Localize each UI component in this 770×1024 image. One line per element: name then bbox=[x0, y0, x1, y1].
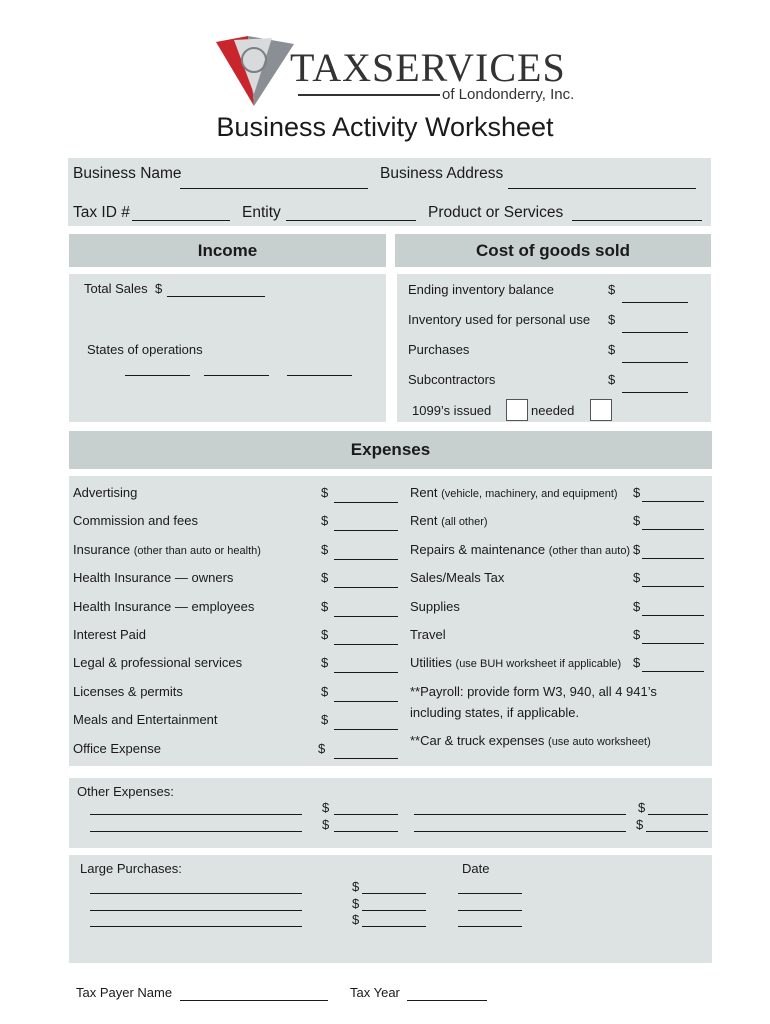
large-purchase-amount-field[interactable] bbox=[362, 893, 426, 894]
tax-year-label: Tax Year bbox=[350, 985, 400, 1000]
cogs-row-field[interactable] bbox=[622, 392, 688, 393]
expense-left-label bbox=[73, 570, 233, 585]
expense-left-field[interactable] bbox=[334, 616, 398, 617]
expense-right-dollar: $ bbox=[633, 513, 641, 529]
expense-left-text: Health Insurance — owners bbox=[73, 570, 234, 586]
other-dollar-3: $ bbox=[638, 800, 646, 815]
expense-left-dollar: $ bbox=[321, 712, 329, 728]
brand-subtitle: of Londonderry, Inc. bbox=[442, 86, 575, 103]
expense-left-dollar: $ bbox=[318, 740, 326, 756]
cogs-row-label: Subcontractors bbox=[408, 372, 496, 387]
expense-left-label bbox=[73, 599, 254, 614]
expense-right-label bbox=[410, 655, 621, 670]
expense-left-text: Legal & professional services bbox=[73, 655, 243, 671]
expense-left-dollar: $ bbox=[321, 513, 329, 529]
cogs-row-label: Inventory used for personal use bbox=[408, 312, 591, 327]
expense-right-field[interactable] bbox=[642, 671, 704, 672]
1099-needed-checkbox[interactable] bbox=[590, 399, 612, 421]
expense-right-label bbox=[410, 627, 446, 642]
expense-right-text: Travel bbox=[410, 627, 446, 642]
expense-left-dollar: $ bbox=[321, 655, 329, 671]
expense-left-dollar: $ bbox=[321, 541, 329, 557]
expense-right-text: Utilities bbox=[410, 655, 452, 671]
expense-left-field[interactable] bbox=[334, 530, 398, 531]
other-expenses-label: Other Expenses: bbox=[77, 784, 174, 799]
expense-right-dollar: $ bbox=[633, 485, 641, 500]
expense-right-dollar: $ bbox=[633, 541, 641, 557]
expense-right-field[interactable] bbox=[642, 586, 704, 587]
other-desc-field-1[interactable] bbox=[90, 814, 302, 815]
expense-left-field[interactable] bbox=[334, 502, 398, 503]
brand-name: TAXSERVICES bbox=[290, 45, 566, 90]
other-dollar-4: $ bbox=[636, 817, 644, 832]
expense-left-text: Commission and fees bbox=[73, 513, 198, 529]
large-purchase-desc-field[interactable] bbox=[90, 910, 302, 911]
expense-left-dollar: $ bbox=[321, 598, 329, 614]
company-logo bbox=[212, 30, 592, 110]
entity-field[interactable] bbox=[286, 220, 416, 221]
expense-right-label bbox=[410, 513, 488, 528]
cogs-row-dollar: $ bbox=[608, 342, 616, 357]
payroll-note-line2: including states, if applicable. bbox=[410, 705, 580, 720]
car-truck-text: **Car & truck expenses bbox=[410, 733, 545, 748]
large-purchase-date-field[interactable] bbox=[458, 910, 522, 911]
expense-left-field[interactable] bbox=[334, 729, 398, 730]
tax-id-label: Tax ID # bbox=[73, 204, 130, 221]
expense-right-field[interactable] bbox=[642, 615, 704, 616]
tax-id-field[interactable] bbox=[132, 220, 230, 221]
payroll-note-line1: **Payroll: provide form W3, 940, all 4 941’s bbox=[410, 684, 657, 699]
expense-left-label bbox=[73, 627, 146, 642]
expense-left-field[interactable] bbox=[334, 701, 398, 702]
expense-left-field[interactable] bbox=[334, 758, 398, 759]
expense-left-text: Insurance bbox=[73, 541, 131, 557]
date-label: Date bbox=[462, 861, 490, 876]
product-field[interactable] bbox=[572, 220, 702, 221]
expense-left-label bbox=[73, 655, 242, 670]
brand-underline bbox=[298, 94, 440, 96]
expense-left-text: Interest Paid bbox=[73, 627, 146, 642]
other-dollar-2: $ bbox=[322, 817, 330, 832]
expense-left-label bbox=[73, 542, 261, 557]
cogs-row-label: Purchases bbox=[408, 342, 470, 357]
product-label: Product or Services bbox=[428, 204, 564, 221]
expense-left-field[interactable] bbox=[334, 559, 398, 560]
expense-left-label bbox=[73, 485, 137, 500]
expense-right-text: Supplies bbox=[410, 598, 460, 614]
expense-right-label bbox=[410, 485, 618, 500]
large-purchase-dollar: $ bbox=[352, 879, 360, 894]
tax-year-field[interactable] bbox=[407, 1000, 487, 1001]
expense-left-label bbox=[73, 684, 183, 699]
expense-left-label bbox=[73, 741, 161, 756]
expense-right-label bbox=[410, 542, 630, 557]
expense-right-label bbox=[410, 570, 504, 585]
shield-logo-icon bbox=[214, 34, 296, 108]
expense-right-text: Rent bbox=[410, 485, 438, 500]
states-label: States of operations bbox=[87, 342, 203, 357]
expense-right-label bbox=[410, 599, 460, 614]
car-truck-note: (use auto worksheet) bbox=[548, 736, 651, 748]
expense-left-text: Health Insurance — employees bbox=[73, 598, 255, 614]
expense-left-field[interactable] bbox=[334, 644, 398, 645]
cogs-row-field[interactable] bbox=[622, 332, 688, 333]
large-purchase-date-field[interactable] bbox=[458, 893, 522, 894]
expense-left-dollar: $ bbox=[321, 485, 329, 500]
expense-right-field[interactable] bbox=[642, 558, 704, 559]
business-name-label: Business Name bbox=[73, 165, 182, 182]
other-desc-field-2[interactable] bbox=[90, 831, 302, 832]
page-title: Business Activity Worksheet bbox=[216, 112, 554, 142]
expense-left-note: (other than auto or health) bbox=[133, 544, 261, 557]
business-name-field[interactable] bbox=[180, 188, 368, 189]
expense-left-text: Office Expense bbox=[73, 740, 161, 756]
income-heading: Income bbox=[69, 234, 386, 267]
entity-label: Entity bbox=[242, 204, 281, 221]
expense-right-text: Repairs & maintenance bbox=[410, 541, 546, 557]
expense-right-text: Rent bbox=[410, 513, 438, 529]
large-purchase-amount-field[interactable] bbox=[362, 926, 426, 927]
cogs-row-dollar: $ bbox=[608, 372, 616, 387]
expense-right-text: Sales/Meals Tax bbox=[410, 570, 505, 586]
large-purchase-amount-field[interactable] bbox=[362, 910, 426, 911]
expense-right-dollar: $ bbox=[633, 570, 641, 586]
1099-issued-label: 1099’s issued bbox=[412, 403, 492, 418]
other-amount-field-2[interactable] bbox=[334, 831, 398, 832]
other-desc-field-4[interactable] bbox=[414, 831, 626, 832]
state-field-1[interactable] bbox=[125, 375, 190, 376]
car-truck-label bbox=[410, 733, 651, 748]
expense-left-text: Licenses & permits bbox=[73, 683, 183, 699]
cogs-row-field[interactable] bbox=[622, 362, 688, 363]
expense-right-field[interactable] bbox=[642, 529, 704, 530]
cogs-heading: Cost of goods sold bbox=[395, 234, 711, 267]
expense-left-dollar: $ bbox=[321, 570, 329, 586]
1099-needed-label: needed bbox=[531, 403, 575, 418]
expense-right-dollar: $ bbox=[633, 655, 641, 671]
large-purchase-date-field[interactable] bbox=[458, 926, 522, 927]
expense-left-field[interactable] bbox=[334, 672, 398, 673]
business-address-field[interactable] bbox=[508, 188, 696, 189]
total-sales-label: Total Sales bbox=[84, 281, 148, 296]
expense-right-field[interactable] bbox=[642, 643, 704, 644]
tax-payer-name-field[interactable] bbox=[180, 1000, 328, 1001]
expense-left-dollar: $ bbox=[321, 627, 329, 642]
expenses-heading: Expenses bbox=[69, 431, 712, 469]
cogs-row-label: Ending inventory balance bbox=[408, 282, 554, 297]
expense-left-label bbox=[73, 513, 198, 528]
expense-right-note: (all other) bbox=[441, 516, 488, 529]
other-desc-field-3[interactable] bbox=[414, 814, 626, 815]
business-address-label: Business Address bbox=[380, 165, 504, 182]
large-purchases-label: Large Purchases: bbox=[80, 861, 182, 876]
large-purchase-dollar: $ bbox=[352, 912, 360, 927]
expense-right-field[interactable] bbox=[642, 501, 704, 502]
large-purchase-desc-field[interactable] bbox=[90, 926, 302, 927]
expense-right-note: (other than auto) bbox=[548, 544, 631, 557]
expense-left-text: Advertising bbox=[73, 485, 138, 500]
expense-left-label bbox=[73, 712, 218, 727]
cogs-row-dollar: $ bbox=[608, 282, 616, 297]
expense-right-dollar: $ bbox=[633, 627, 641, 642]
cogs-row-dollar: $ bbox=[608, 312, 616, 327]
expense-left-text: Meals and Entertainment bbox=[73, 712, 218, 728]
expense-left-field[interactable] bbox=[334, 587, 398, 588]
tax-payer-name-label: Tax Payer Name bbox=[76, 985, 173, 1000]
other-dollar-1: $ bbox=[322, 800, 330, 815]
total-sales-dollar: $ bbox=[155, 281, 163, 296]
expense-left-dollar: $ bbox=[321, 683, 329, 699]
other-amount-field-3[interactable] bbox=[648, 814, 708, 815]
expense-right-note: (use BUH worksheet if applicable) bbox=[455, 658, 622, 671]
total-sales-field[interactable] bbox=[167, 296, 265, 297]
state-field-3[interactable] bbox=[287, 375, 352, 376]
other-amount-field-4[interactable] bbox=[646, 831, 708, 832]
expense-right-note: (vehicle, machinery, and equipment) bbox=[441, 488, 618, 500]
1099-issued-checkbox[interactable] bbox=[506, 399, 528, 421]
large-purchase-dollar: $ bbox=[352, 896, 360, 911]
cogs-row-field[interactable] bbox=[622, 302, 688, 303]
other-amount-field-1[interactable] bbox=[334, 814, 398, 815]
state-field-2[interactable] bbox=[204, 375, 269, 376]
expense-right-dollar: $ bbox=[633, 598, 641, 614]
large-purchase-desc-field[interactable] bbox=[90, 893, 302, 894]
